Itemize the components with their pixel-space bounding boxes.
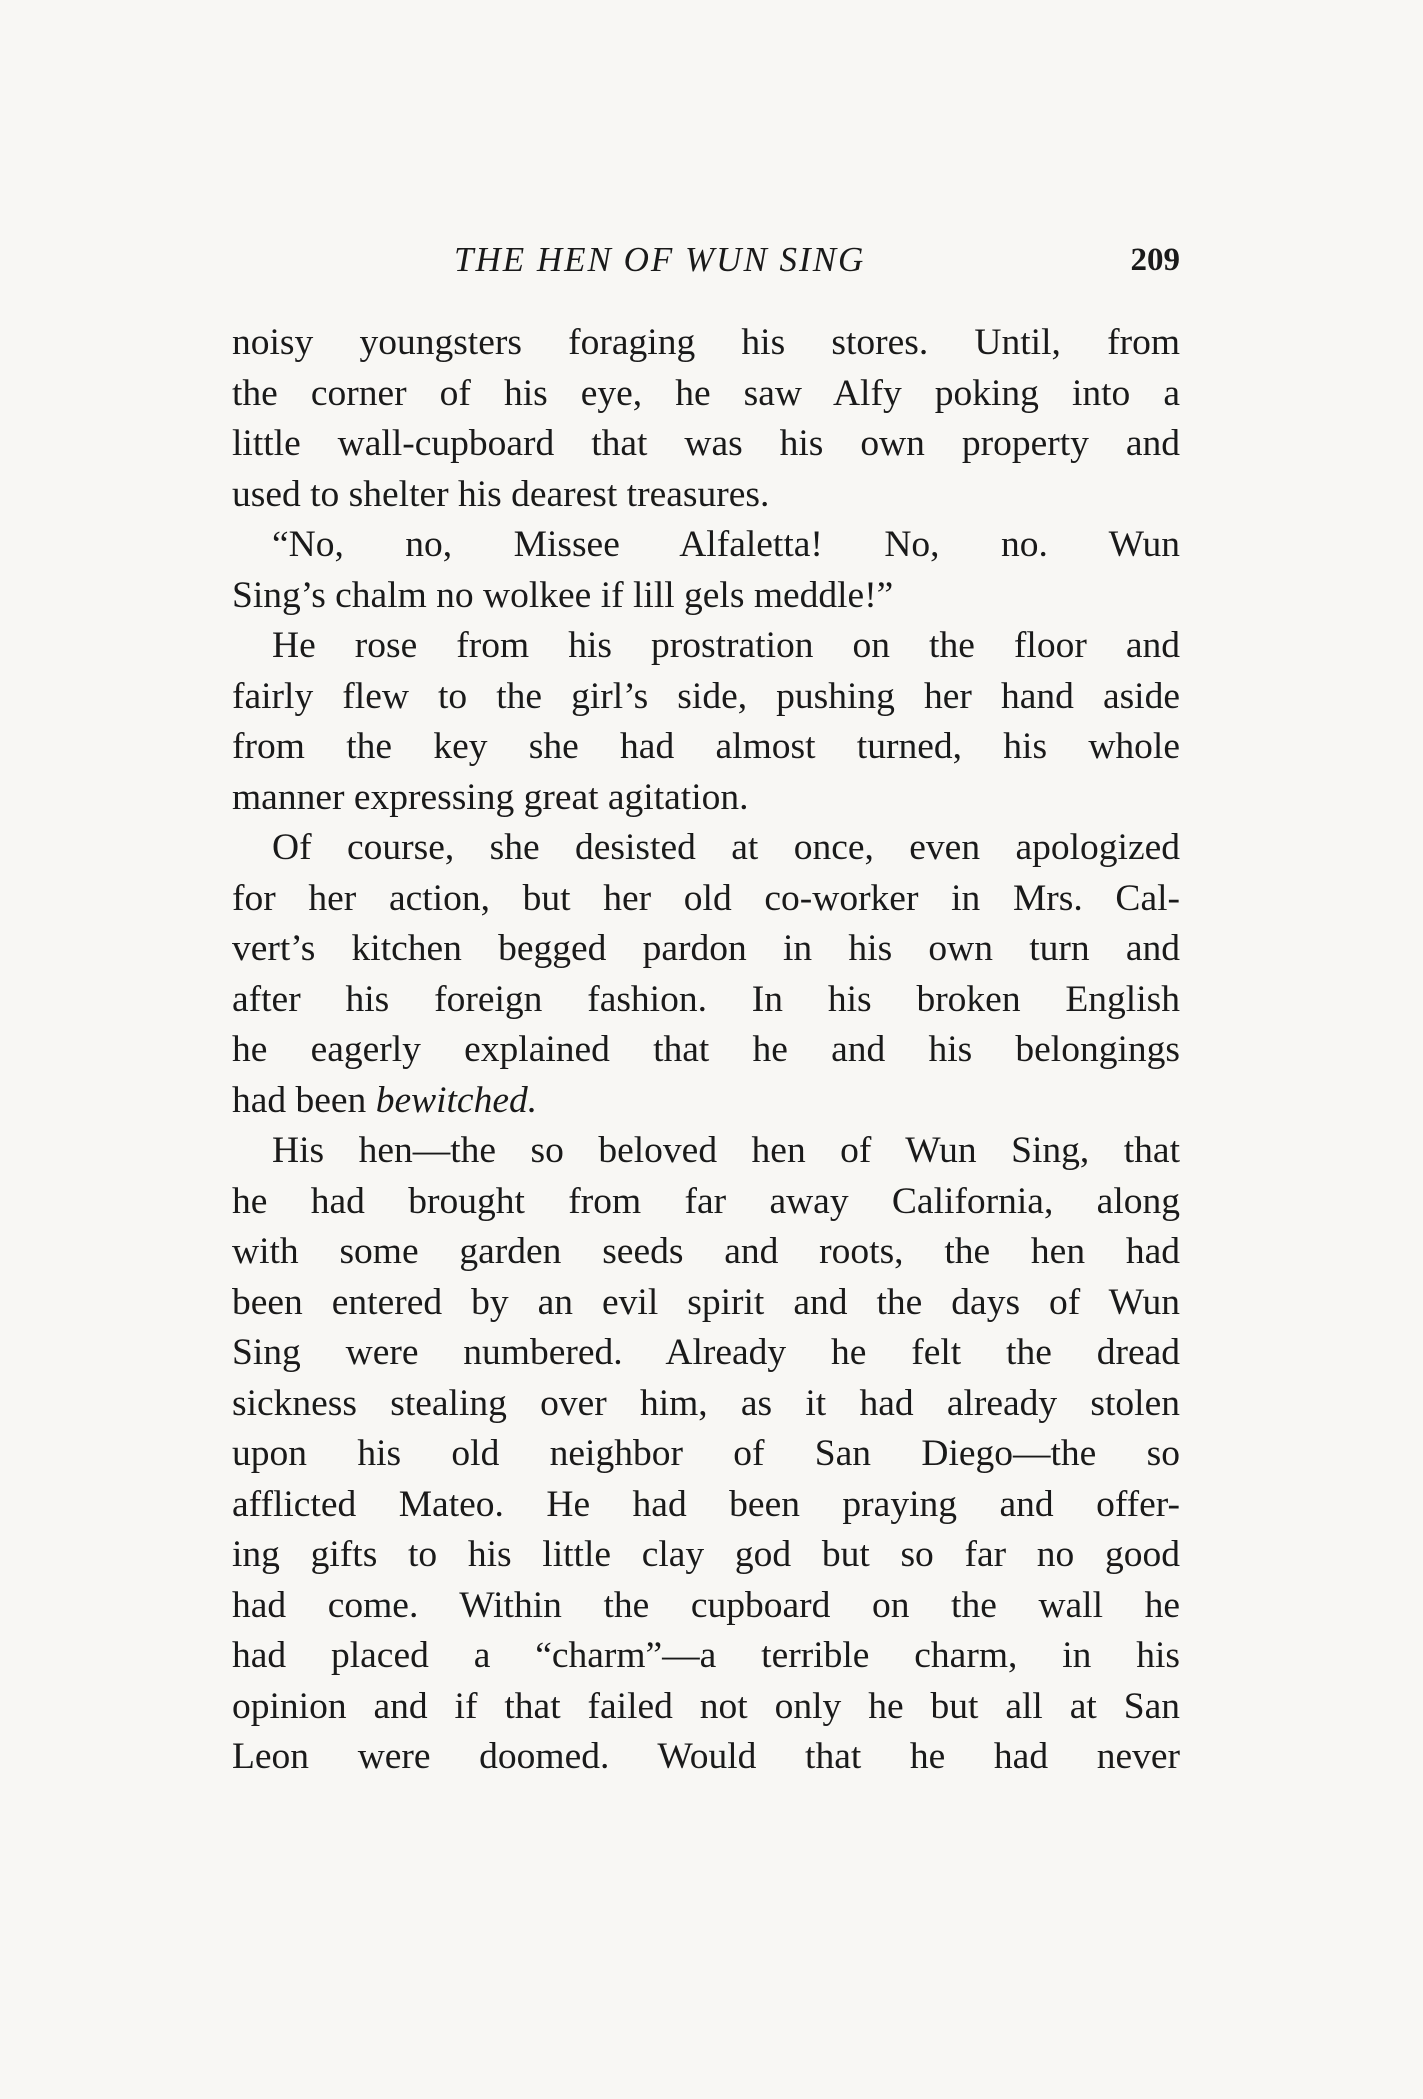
text-line: he eagerly explained that he and his belongings bbox=[232, 1029, 1180, 1070]
text-line: Leon were doomed. Would that he had never bbox=[232, 1736, 1180, 1777]
text-line: been entered by an evil spirit and the days of Wun bbox=[232, 1281, 1180, 1323]
text-line: after his foreign fashion. In his broken English bbox=[232, 978, 1180, 1020]
text-line: used to shelter his dearest treasures. bbox=[232, 473, 770, 515]
text-line: he had brought from far away California, along bbox=[232, 1180, 1180, 1222]
text-line: opinion and if that failed not only he but all at San bbox=[232, 1685, 1180, 1727]
text-line: with some garden seeds and roots, the hen had bbox=[232, 1231, 1180, 1272]
text-line: He rose from his prostration on the floor and bbox=[272, 625, 1180, 666]
text-line: sickness stealing over him, as it had already stolen bbox=[232, 1382, 1180, 1424]
text-line: for her action, but her old co-worker in Mrs. Cal- bbox=[232, 877, 1180, 919]
running-title: THE HEN OF WUN SING bbox=[454, 240, 866, 279]
paragraph bbox=[232, 520, 1180, 621]
running-head bbox=[232, 232, 1180, 288]
text-line: fairly flew to the girl’s side, pushing her hand aside bbox=[232, 675, 1180, 717]
text-line: “No, no, Missee Alfaletta! No, no. Wun bbox=[272, 524, 1180, 565]
text-line: had placed a “charm”—a terrible charm, in his bbox=[232, 1635, 1180, 1676]
text-line bbox=[232, 1076, 1180, 1127]
text-line: noisy youngsters foraging his stores. Until, from bbox=[232, 322, 1180, 363]
paragraph bbox=[232, 1126, 1180, 1783]
text-line: little wall-cupboard that was his own property and bbox=[232, 423, 1180, 464]
text-line: the corner of his eye, he saw Alfy poking into a bbox=[232, 372, 1180, 414]
text-line: His hen—the so beloved hen of Wun Sing, that bbox=[272, 1130, 1180, 1171]
text-line: ing gifts to his little clay god but so far no good bbox=[232, 1534, 1180, 1575]
text-line: from the key she had almost turned, his whole bbox=[232, 726, 1180, 767]
text-line: Of course, she desisted at once, even apologized bbox=[272, 827, 1180, 868]
text-line: Sing’s chalm no wolkee if lill gels meddle!” bbox=[232, 574, 894, 616]
emphasized-word: bewitched. bbox=[375, 1079, 538, 1121]
page-number: 209 bbox=[1130, 242, 1180, 278]
text-line: Sing were numbered. Already he felt the dread bbox=[232, 1332, 1180, 1373]
line-text: had been bbox=[232, 1079, 376, 1121]
text-line: had come. Within the cupboard on the wall he bbox=[232, 1584, 1180, 1626]
paragraph bbox=[232, 318, 1180, 520]
paragraph bbox=[232, 823, 1180, 1126]
body-text bbox=[232, 318, 1180, 1783]
text-line: vert’s kitchen begged pardon in his own turn and bbox=[232, 928, 1180, 969]
text-line: manner expressing great agitation. bbox=[232, 776, 749, 818]
paragraph bbox=[232, 621, 1180, 823]
text-line: afflicted Mateo. He had been praying and offer- bbox=[232, 1483, 1180, 1525]
text-line: upon his old neighbor of San Diego—the so bbox=[232, 1433, 1180, 1474]
